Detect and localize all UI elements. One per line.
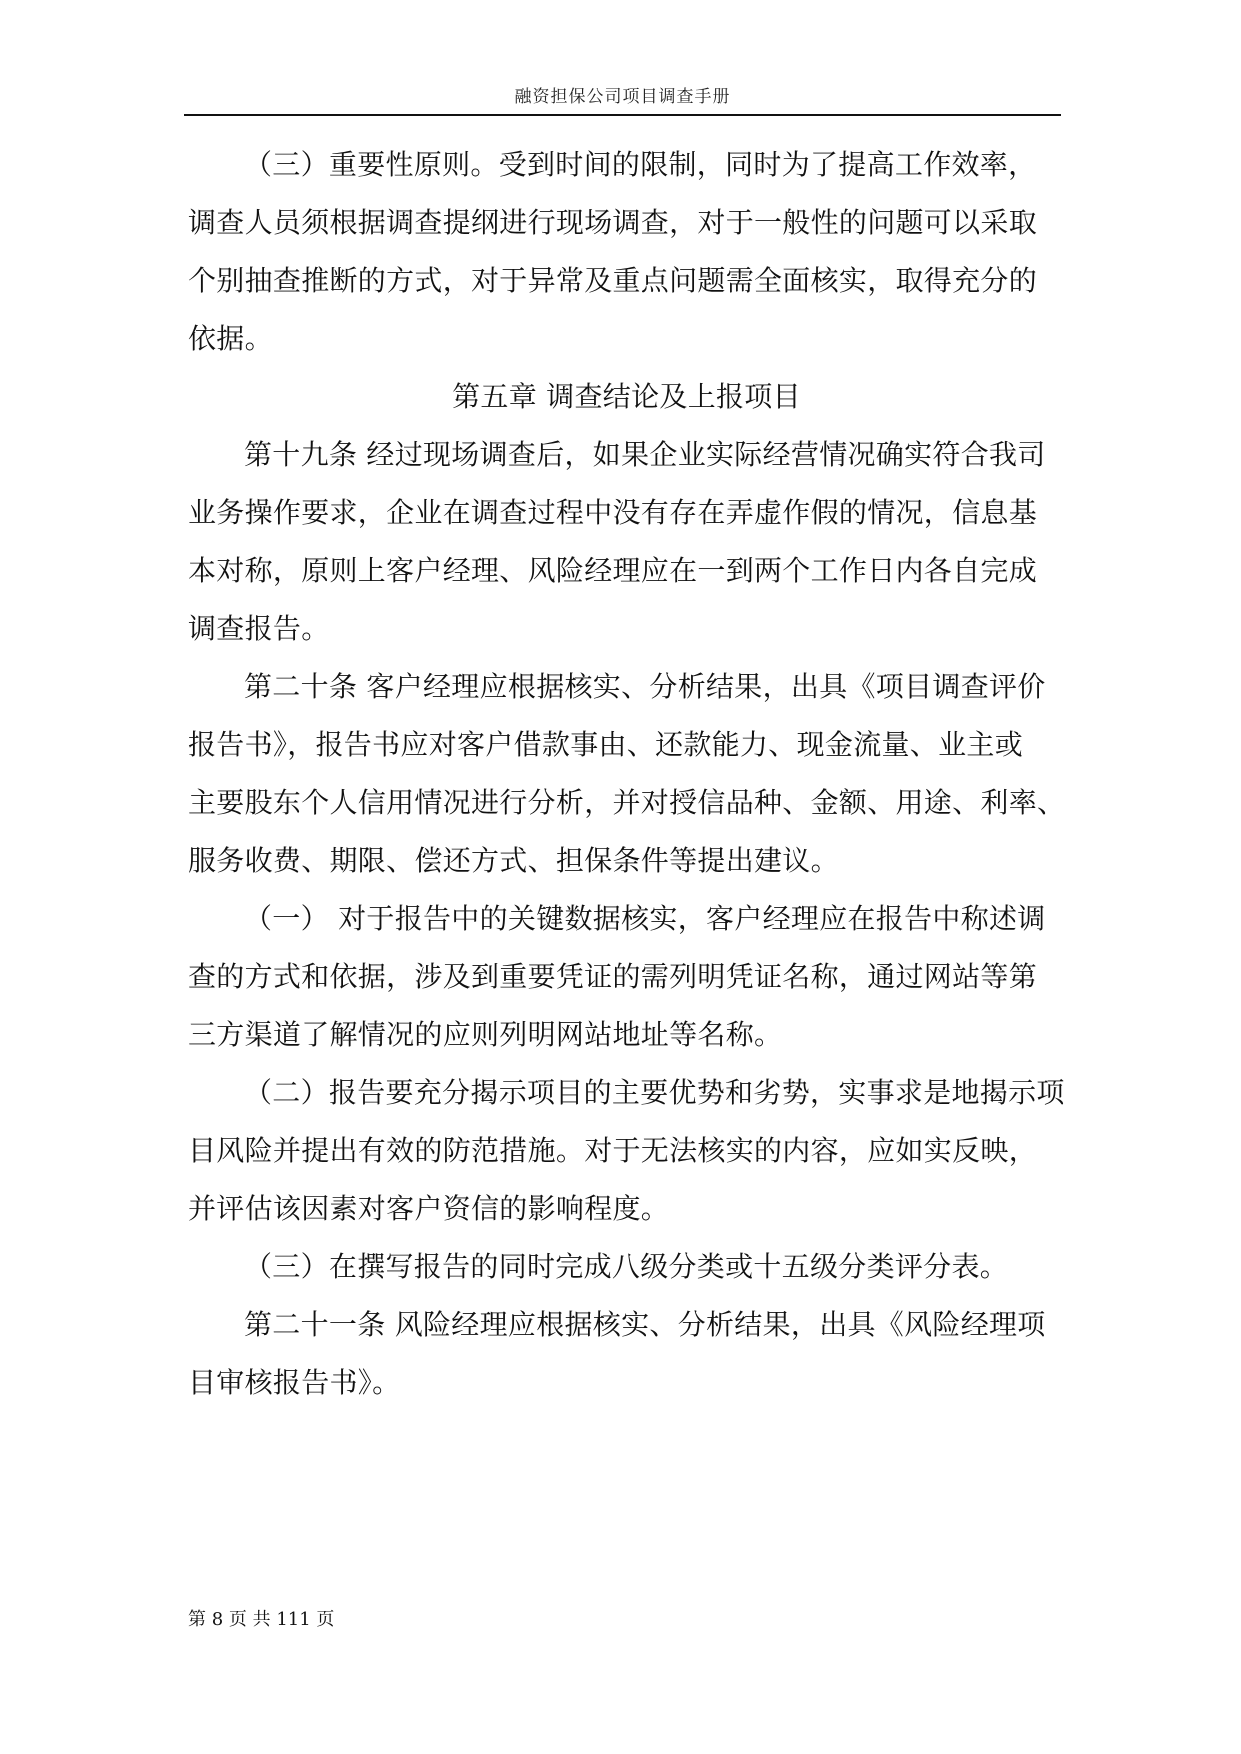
body-line: 查的方式和依据，涉及到重要凭证的需列明凭证名称，通过网站等第 bbox=[188, 960, 1038, 993]
body-line: （一） 对于报告中的关键数据核实，客户经理应在报告中称述调 bbox=[244, 902, 1046, 935]
chapter-heading: 第五章 调查结论及上报项目 bbox=[452, 380, 801, 413]
body-line: 第十九条 经过现场调查后，如果企业实际经营情况确实符合我司 bbox=[244, 438, 1046, 471]
page-number: 第 8 页 共 111 页 bbox=[188, 1609, 335, 1630]
body-line: （三）在撰写报告的同时完成八级分类或十五级分类评分表。 bbox=[244, 1250, 1009, 1283]
body-line: 业务操作要求，企业在调查过程中没有存在弄虚作假的情况，信息基 bbox=[188, 496, 1038, 529]
body-line: 第二十条 客户经理应根据核实、分析结果，出具《项目调查评价 bbox=[244, 670, 1046, 703]
body-line: （三）重要性原则。受到时间的限制，同时为了提高工作效率， bbox=[244, 148, 1037, 181]
header-rule bbox=[184, 114, 1061, 116]
body-line: 并评估该因素对客户资信的影响程度。 bbox=[188, 1192, 670, 1225]
body-line: 服务收费、期限、偿还方式、担保条件等提出建议。 bbox=[188, 844, 839, 877]
body-line: 三方渠道了解情况的应则列明网站地址等名称。 bbox=[188, 1018, 783, 1051]
body-line: 目审核报告书》。 bbox=[188, 1366, 401, 1399]
body-line: 依据。 bbox=[188, 322, 273, 355]
body-line: 调查报告。 bbox=[188, 612, 330, 645]
body-line: 调查人员须根据调查提纲进行现场调查，对于一般性的问题可以采取 bbox=[188, 206, 1038, 239]
body-line: 本对称，原则上客户经理、风险经理应在一到两个工作日内各自完成 bbox=[188, 554, 1038, 587]
body-line: 个别抽查推断的方式，对于异常及重点问题需全面核实，取得充分的 bbox=[188, 264, 1038, 297]
body-line: 目风险并提出有效的防范措施。对于无法核实的内容，应如实反映， bbox=[188, 1134, 1038, 1167]
running-header: 融资担保公司项目调查手册 bbox=[514, 87, 731, 107]
body-line: 报告书》，报告书应对客户借款事由、还款能力、现金流量、业主或 bbox=[188, 728, 1024, 761]
body-line: 第二十一条 风险经理应根据核实、分析结果，出具《风险经理项 bbox=[244, 1308, 1046, 1341]
body-line: 主要股东个人信用情况进行分析，并对授信品种、金额、用途、利率、 bbox=[188, 786, 1066, 819]
body-line: （二）报告要充分揭示项目的主要优势和劣势，实事求是地揭示项 bbox=[244, 1076, 1065, 1109]
